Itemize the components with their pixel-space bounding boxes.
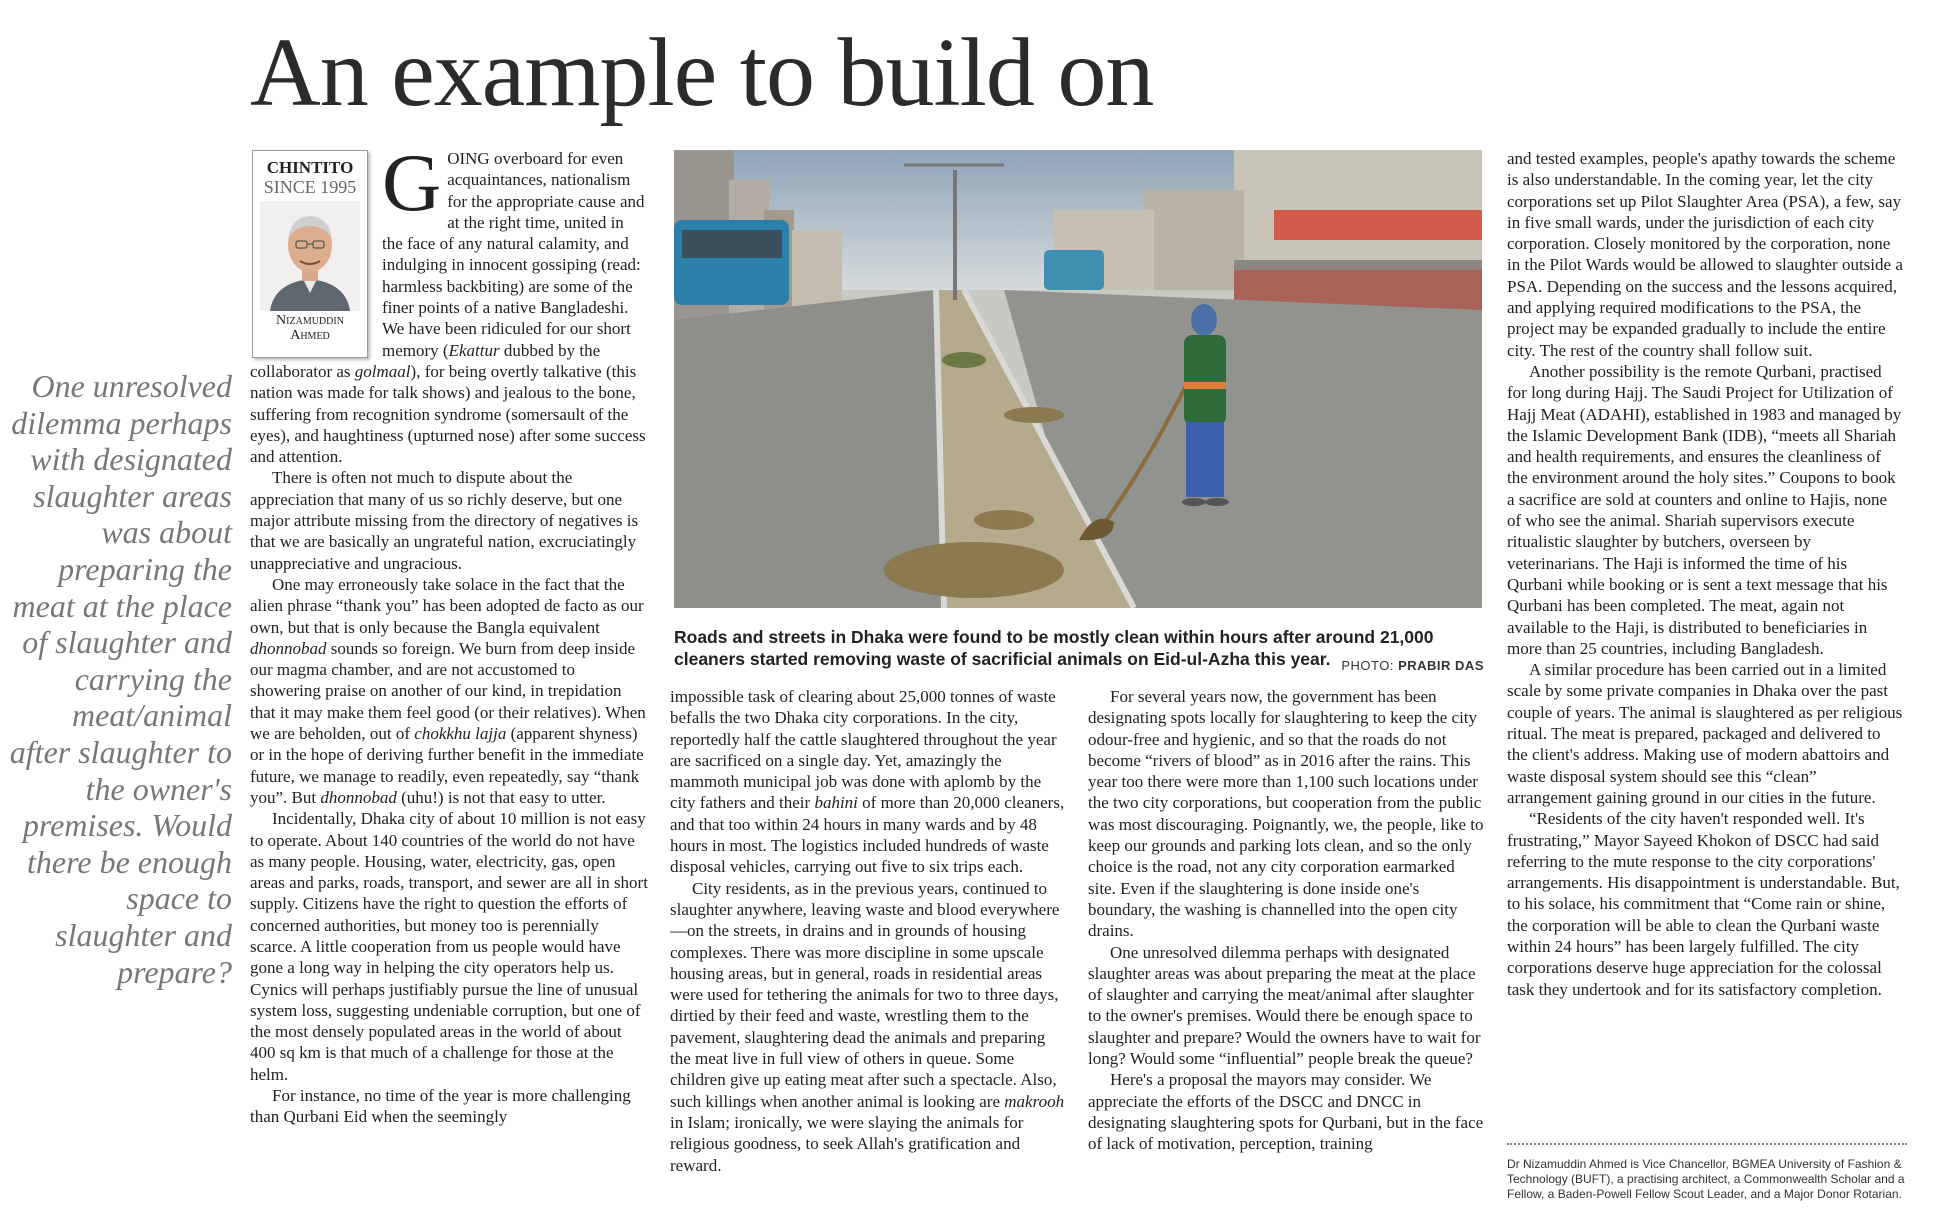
paragraph: One unresolved dilemma perhaps with designated slaughter areas was about preparing the meat at the place of slaughter and carrying the meat/animal after slaughter to the owner's premises. Would there be enough space to slaughter and prepare? Would the owners have to wait for long? Would some “influential” people break the queue?	[1088, 942, 1481, 1069]
paragraph: For instance, no time of the year is more challenging than Qurbani Eid when the seemingly	[250, 1086, 631, 1127]
column-name: CHINTITO	[266, 158, 354, 177]
paragraph: One may erroneously take solace in the fact that the alien phrase “thank you” has been adopted de facto as our own, but that is only because the Bangla equivalent dhonnobad sounds so foreign. We burn from deep inside our magma chamber, and are not accustomed to showering praise on another of our kind, in trepidation that it may make them feel good (or their relatives). When we are beholden, out of chokkhu lajja (apparent shyness) or in the hope of deriving further benefit in the immediate future, we manage to readily, even repeatedly, say “thank you”. But dhonnobad (uhu!) is not that easy to utter.	[250, 574, 646, 807]
author-box	[252, 150, 368, 358]
pull-quote: One unresolved dilemma perhaps with designated slaughter areas was about preparing the meat at the place of slaughter and carrying the meat/animal after slaughter to the owner's premises. Would there be enough space to slaughter and prepare?	[9, 368, 232, 990]
paragraph: Another possibility is the remote Qurbani, practised for long during Hajj. The Saudi Project for Utilization of Hajj Meat (ADAHI), established in 1983 and managed by the Islamic Development Bank (IDB), “meets all Shariah and health requirements, and ensures the cleanliness of the environment around the holy sites.” Coupons to book a sacrifice are sold at counters and online to Hajis, none of who see the animal. Shariah supervisors execute ritualistic slaughter by butchers, overseen by veterinarians. The Haji is informed the time of his Qurbani while booking or is sent a text message that his Qurbani has been completed. The meat, again not available to the Haji, is distributed to beneficiaries in more than 25 countries, including Bangladesh.	[1507, 361, 1902, 658]
column-since: SINCE 1995	[263, 177, 357, 197]
paragraph: City residents, as in the previous years, continued to slaughter anywhere, leaving waste and blood everywhere—on the streets, in drains and in grounds of housing complexes. There was more discipline in some upscale housing areas, but in general, roads in residential areas were used for tethering the animals for two to three days, dirtied by their feed and waste, wrestling them to the pavement, slaughtering dead the animals and preparing the meat live in full view of others in queue. Some children give up eating meat after such a spectacle. Also, such killings when another animal is looking are makrooh in Islam; ironically, we were slaying the animals for religious goodness, to seek Allah's gratification and reward.	[670, 878, 1065, 1175]
author-bio: Dr Nizamuddin Ahmed is Vice Chancellor, BGMEA University of Fashion & Technology (BUFT), a practising architect, a Commonwealth Scholar and a Fellow, a Baden-Powell Fellow Scout Leader, and a Major Donor Rotarian.	[1507, 1143, 1907, 1201]
paragraph: GOING overboard for even acquaintances, nationalism for the appropriate cause and at the right time, united in the face of any natural calamity, and indulging in innocent gossiping (read: harmless backbiting) are some of the finer points of a native Bangladeshi. We have been ridiculed for our short memory (Ekattur dubbed by the collaborator as golmaal), for being overtly talkative (this nation was made for talk shows) and jealous to the bone, suffering from recognition syndrome (somersault of the eyes), and haughtiness (upturned nose) after some success and attention.	[250, 137, 646, 467]
paragraph: Incidentally, Dhaka city of about 10 million is not easy to operate. About 140 countries of the world do not have as many people. Housing, water, electricity, gas, open areas and parks, roads, transport, and sewer are all in short supply. Citizens have the right to question the efforts of concerned authorities, but money too is perennially scarce. A little cooperation from us people would have gone a long way in helping the city operators help us. Cynics will perhaps justifiably pursue the line of unusual system loss, suggesting undeniable corruption, but one of the most densely populated areas in the world of about 400 sq km is that much of a challenge for those at the helm.	[250, 809, 648, 1084]
article-column-1	[250, 137, 648, 1128]
author-name-first: Nizamuddin	[276, 313, 344, 328]
article-column-2	[670, 686, 1066, 1176]
article-column-3	[1088, 686, 1486, 1155]
photo-caption: Roads and streets in Dhaka were found to be mostly clean within hours after around 21,000 cleaners started removing waste of sacrificial animals on Eid-ul-Azha this year.	[674, 627, 1434, 669]
article-column-4	[1507, 148, 1905, 1000]
street-cleaning-illustration	[674, 150, 1482, 608]
paragraph: Here's a proposal the mayors may consider. We appreciate the efforts of the DSCC and DNCC in designating slaughtering spots for Qurbani, but in the face of lack of motivation, perception, training	[1088, 1070, 1484, 1154]
paragraph: There is often not much to dispute about the appreciation that many of us so richly deserve, but one major attribute missing from the directory of negatives is that we are basically an ungrateful nation, excruciatingly unappreciative and ungracious.	[250, 468, 639, 573]
street-photo	[674, 150, 1482, 608]
lead-caps: OING	[447, 149, 490, 168]
author-name-last: Ahmed	[290, 328, 330, 343]
paragraph: “Residents of the city haven't responded well. It's frustrating,” Mayor Sayeed Khokon of DSCC had said referring to the mute response to the city corporations' arrangements. His disappointment is understandable. But, to his solace, his commitment that “Come rain or shine, the corporation will be able to clean the Qurbani waste within 24 hours” has been largely fulfilled. The city corporations deserve huge appreciation for the colossal task they undertook and for its satisfactory completion.	[1507, 809, 1900, 999]
drop-cap: G	[382, 137, 442, 228]
author-portrait	[260, 201, 360, 311]
headline: An example to build on	[250, 19, 1154, 127]
photo-credit: PHOTO: PRABIR DAS	[1341, 658, 1484, 673]
paragraph: and tested examples, people's apathy towards the scheme is also understandable. In the coming year, let the city corporations set up Pilot Slaughter Area (PSA), a few, say in five small wards, under the jurisdiction of each city corporation. Closely monitored by the corporation, none in the Pilot Wards would be allowed to slaughter outside a PSA. Depending on the success and the lessons acquired, and applying required modifications to the PSA, the project may be expanded gradually to include the entire city. The rest of the country shall follow suit.	[1507, 149, 1903, 360]
paragraph: impossible task of clearing about 25,000 tonnes of waste befalls the two Dhaka city corporations. In the city, reportedly half the cattle slaughtered throughout the year are sacrificed on a single day. Yet, amazingly the mammoth municipal job was done with aplomb by the city fathers and their bahini of more than 20,000 cleaners, and that too within 24 hours in many wards and by 48 hours in most. The logistics included hundreds of waste disposal vehicles, carrying out five to six trips each.	[670, 687, 1065, 877]
paragraph: For several years now, the government has been designating spots locally for slaughtering to keep the city odour-free and hygienic, and so that the roads do not become “rivers of blood” as in 2016 after the rains. This year too there were more than 1,100 such locations under the two city corporations, but cooperation from the public was most discouraging. Poignantly, we, the people, like to keep our grounds and parking lots clean, and so the only choice is the road, not any city corporation earmarked site. Even if the slaughtering is done inside one's boundary, the washing is channelled into the open city drains.	[1088, 687, 1484, 941]
paragraph: A similar procedure has been carried out in a limited scale by some private companies in Dhaka over the past couple of years. The animal is slaughtered as per religious ritual. The meat is prepared, packaged and delivered to the client's address. Making use of modern abattoirs and waste disposal system should see this “clean” arrangement gaining ground in our cities in the future.	[1507, 660, 1903, 807]
